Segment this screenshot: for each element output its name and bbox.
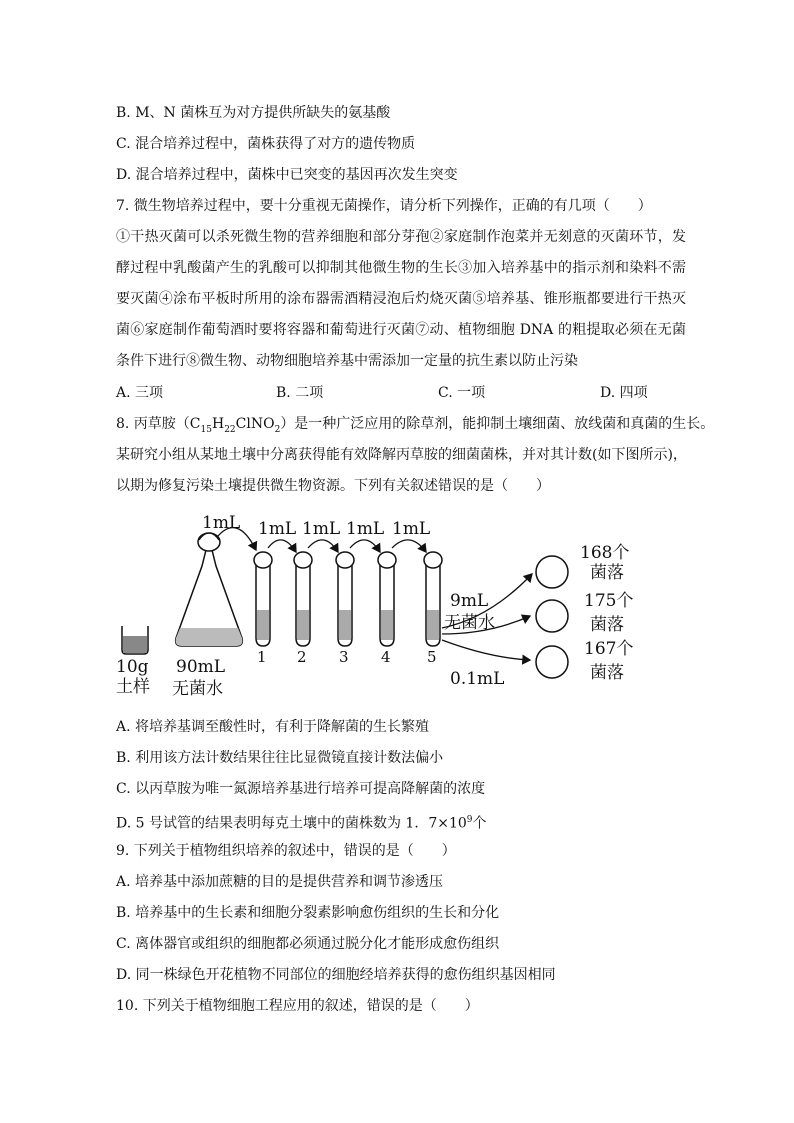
tube-number-3: 3 [339,648,349,666]
tube-water-label: 无菌水 [444,613,495,633]
petri-dish-3 [536,646,568,678]
colony-count-2: 175个 [584,591,634,611]
test-tube-1 [254,552,272,646]
test-tube-3 [336,552,354,646]
petri-dish-2 [536,600,568,632]
q7-body: ①干热灭菌可以杀死微生物的营养细胞和部分芽孢②家庭制作泡菜并无刻意的灭菌环节，发酵过程中乳酸菌产生的乳酸可以抑制其他微生物的生长③加入培养基中的指示剂和染料不需要灭菌④涂布平板时所用的涂布器需酒精浸泡后灼烧灭菌⑤培养基、锥形瓶都要进行干热灭菌⑥家庭制作葡萄酒时要将容器和葡萄进行灭菌⑦动、植物细胞 DNA 的粗提取必须在无菌条件下进行⑧微生物、动物细胞培养基中需添加一定量的抗生素以防止污染 [116,229,686,369]
q7-option-d: D. 四项 [600,385,648,401]
q9-option-d: D. 同一株绿色开花植物不同部位的细胞经培养获得的愈伤组织基因相同 [116,967,556,983]
transfer-arrow-3-to-4 [350,540,380,552]
tube-number-2: 2 [297,648,307,666]
q10-stem: 10. 下列关于植物细胞工程应用的叙述，错误的是（ ） [116,998,479,1014]
conical-flask [176,533,243,646]
plating-volume-label: 0.1mL [450,669,505,689]
q8-stem-line2: 某研究小组从某地土壤中分离获得能有效降解丙草胺的细菌菌株，并对其计数(如下图所示)， [116,447,687,463]
transfer-label-first: 1mL [202,513,241,533]
q7-stem: 7. 微生物培养过程中，要十分重视无菌操作，请分析下列操作，正确的有几项（ ） [116,198,652,214]
soil-label-name: 土样 [116,677,150,697]
tube-number-4: 4 [381,648,391,666]
q8-option-a: A. 将培养基调至酸性时，有利于降解菌的生长繁殖 [116,719,430,735]
transfer-arrow-2-to-3 [308,540,338,552]
colony-unit-1: 菌落 [590,563,624,583]
test-tube-5 [424,552,442,646]
transfer-arrow-1-to-2 [268,540,296,552]
flask-label-volume: 90mL [176,657,226,677]
transfer-label-2: 1mL [302,519,341,539]
soil-label-mass: 10g [116,657,149,677]
colony-unit-2: 菌落 [590,615,624,635]
transfer-label-1: 1mL [258,519,297,539]
q8-stem-line3: 以期为修复污染土壤提供微生物资源。下列有关叙述错误的是（ ） [116,478,550,494]
colony-count-1: 168个 [580,543,630,563]
q9-stem: 9. 下列关于植物组织培养的叙述中，错误的是（ ） [116,843,456,859]
q6-option-d: D. 混合培养过程中，菌株中已突变的基因再次发生突变 [116,167,458,183]
plating-arrow-3 [442,640,530,660]
q8-option-c: C. 以丙草胺为唯一氮源培养基进行培养可提高降解菌的浓度 [116,781,486,797]
test-tube-2 [294,552,312,646]
q9-option-c: C. 离体器官或组织的细胞都必须通过脱分化才能形成愈伤组织 [116,936,500,952]
colony-unit-3: 菌落 [590,663,624,683]
q8-option-b: B. 利用该方法计数结果往往比显微镜直接计数法偏小 [116,750,444,766]
serial-dilution-diagram [110,508,670,698]
tube-number-5: 5 [427,648,437,666]
q7-option-c: C. 一项 [438,385,486,401]
q9-option-b: B. 培养基中的生长素和细胞分裂素影响愈伤组织的生长和分化 [116,905,500,921]
q8-stem: 8. 丙草胺$(C_{15}H_{22}ClNO_2)$是一种广泛应用的除草剂，能抑制土壤细菌、放线菌和真菌的生长。 [116,416,715,435]
transfer-label-4: 1mL [392,519,431,539]
q7-option-a: A. 三项 [116,385,164,401]
colony-count-3: 167个 [584,639,634,659]
q7-option-b: B. 二项 [276,385,324,401]
q8-option-d: D. 5 号试管的结果表明每克土壤中的菌株数为 1．$7\times 10^9$个 [116,815,487,832]
q6-option-b: B. M、N 菌株互为对方提供所缺失的氨基酸 [116,105,391,121]
test-tube-4 [378,552,396,646]
flask-label-water: 无菌水 [172,679,223,698]
tube-water-volume: 9mL [450,591,489,611]
tube-number-1: 1 [257,648,267,666]
transfer-arrow-4-to-5 [392,540,426,552]
petri-dish-1 [536,556,568,588]
q9-option-a: A. 培养基中添加蔗糖的目的是提供营养和调节渗透压 [116,874,444,890]
q6-option-c: C. 混合培养过程中，菌株获得了对方的遗传物质 [116,136,416,152]
transfer-label-3: 1mL [346,519,385,539]
soil-beaker [122,626,148,654]
